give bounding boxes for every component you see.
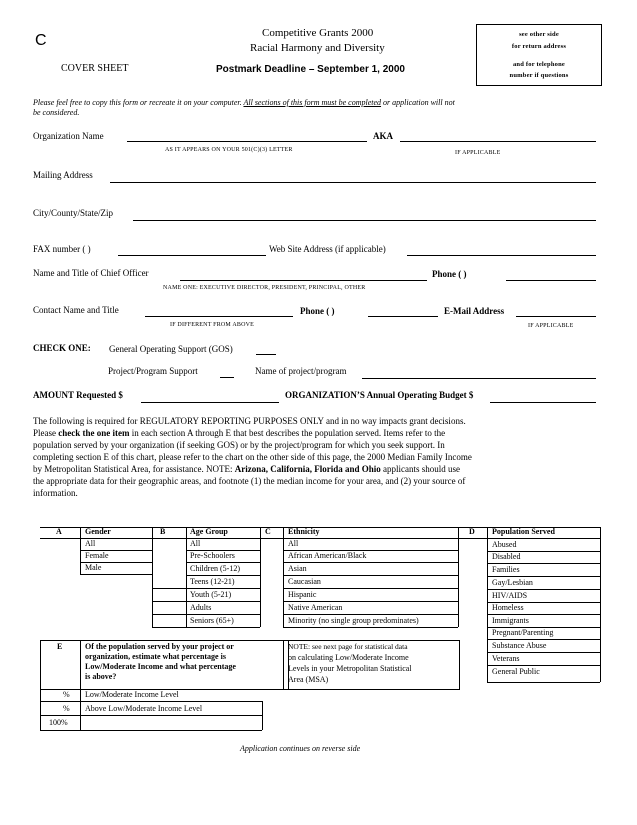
income-pct[interactable]: % bbox=[63, 704, 70, 713]
age-option[interactable]: Adults bbox=[190, 603, 212, 612]
project-support-check[interactable] bbox=[220, 368, 234, 378]
project-name-label: Name of project/program bbox=[255, 366, 347, 376]
chief-officer-input[interactable] bbox=[180, 270, 427, 281]
aka-input[interactable] bbox=[400, 131, 596, 142]
side-note-line1: see other side bbox=[519, 31, 559, 38]
section-e-question-4: is above? bbox=[85, 672, 117, 681]
ethnicity-option[interactable]: Native American bbox=[288, 603, 343, 612]
fax-input[interactable] bbox=[118, 245, 266, 256]
aka-note: IF APPLICABLE bbox=[455, 150, 501, 156]
population-option[interactable]: General Public bbox=[492, 667, 540, 676]
section-c-header: Ethnicity bbox=[288, 527, 320, 536]
form-title-line1: Competitive Grants 2000 bbox=[262, 27, 374, 39]
phone1-label: Phone ( ) bbox=[432, 269, 467, 279]
org-name-note: AS IT APPEARS ON YOUR 501(C)(3) LETTER bbox=[165, 147, 293, 153]
ethnicity-option[interactable]: African American/Black bbox=[288, 551, 367, 560]
population-option[interactable]: Veterans bbox=[492, 654, 520, 663]
amount-input[interactable] bbox=[141, 392, 279, 403]
population-option[interactable]: Families bbox=[492, 565, 520, 574]
section-e-note-2: on calculating Low/Moderate Income bbox=[288, 653, 409, 662]
population-option[interactable]: Abused bbox=[492, 540, 517, 549]
mailing-address-label: Mailing Address bbox=[33, 170, 93, 180]
website-label: Web Site Address (if applicable) bbox=[269, 244, 386, 254]
population-option[interactable]: Immigrants bbox=[492, 616, 529, 625]
mailing-address-input[interactable] bbox=[110, 172, 596, 183]
form-title-line2: Racial Harmony and Diversity bbox=[250, 42, 385, 54]
section-e-note-1: NOTE: see next page for statistical data bbox=[288, 642, 408, 651]
section-e-note-4: Area (MSA) bbox=[288, 675, 329, 684]
side-note-line3: and for telephone bbox=[512, 61, 566, 68]
section-a-header: Gender bbox=[85, 527, 111, 536]
contact-name-label: Contact Name and Title bbox=[33, 305, 119, 315]
section-d-header: Population Served bbox=[492, 527, 555, 536]
age-option[interactable]: Teens (12-21) bbox=[190, 577, 235, 586]
contact-name-input[interactable] bbox=[145, 306, 293, 317]
ethnicity-option[interactable]: All bbox=[288, 539, 299, 548]
gender-option[interactable]: Male bbox=[85, 563, 102, 572]
income-pct[interactable]: % bbox=[63, 690, 70, 699]
contact-name-note: IF DIFFERENT FROM ABOVE bbox=[170, 322, 255, 328]
section-b-letter: B bbox=[160, 527, 166, 536]
section-e-question-1: Of the population served by your project or bbox=[85, 642, 234, 651]
section-e-note-3: Levels in your Metropolitan Statistical bbox=[288, 664, 412, 673]
gos-check[interactable] bbox=[256, 345, 276, 355]
budget-label: ORGANIZATION’S Annual Operating Budget $ bbox=[285, 390, 474, 400]
aka-label: AKA bbox=[373, 131, 393, 141]
section-c-letter: C bbox=[265, 527, 271, 536]
population-option[interactable]: Substance Abuse bbox=[492, 641, 547, 650]
population-option[interactable]: Pregnant/Parenting bbox=[492, 628, 554, 637]
population-option[interactable]: Disabled bbox=[492, 552, 521, 561]
deadline-label: Postmark Deadline – September 1, 2000 bbox=[216, 64, 405, 75]
section-b-header: Age Group bbox=[190, 527, 228, 536]
population-option[interactable]: HIV/AIDS bbox=[492, 591, 528, 600]
age-option[interactable]: All bbox=[190, 539, 201, 548]
org-name-label: Organization Name bbox=[33, 131, 104, 141]
chief-officer-label: Name and Title of Chief Officer bbox=[33, 268, 149, 278]
section-d-letter: D bbox=[469, 527, 475, 536]
check-one-label: CHECK ONE: bbox=[33, 343, 91, 353]
ethnicity-option[interactable]: Minority (no single group predominates) bbox=[288, 616, 419, 625]
ethnicity-option[interactable]: Asian bbox=[288, 564, 307, 573]
section-e-letter: E bbox=[57, 642, 63, 651]
intro-line1: Please feel free to copy this form or recreate it on your computer. All sections of this form must be completed or application will not bbox=[33, 98, 455, 107]
phone1-input[interactable] bbox=[506, 270, 596, 281]
population-option[interactable]: Homeless bbox=[492, 603, 524, 612]
side-note-line2: for return address bbox=[511, 43, 567, 50]
email-input[interactable] bbox=[516, 306, 596, 317]
ethnicity-option[interactable]: Caucasian bbox=[288, 577, 321, 586]
side-note-box bbox=[476, 24, 602, 86]
age-option[interactable]: Seniors (65+) bbox=[190, 616, 234, 625]
income-total: 100% bbox=[49, 718, 68, 727]
fax-label: FAX number ( ) bbox=[33, 244, 91, 254]
gos-label: General Operating Support (GOS) bbox=[109, 344, 233, 354]
gender-option[interactable]: All bbox=[85, 539, 96, 548]
intro-line2: be considered. bbox=[33, 108, 80, 117]
org-name-input[interactable] bbox=[127, 131, 367, 142]
age-option[interactable]: Pre-Schoolers bbox=[190, 551, 235, 560]
phone2-label: Phone ( ) bbox=[300, 306, 335, 316]
form-letter: C bbox=[35, 32, 47, 49]
amount-label: AMOUNT Requested $ bbox=[33, 390, 123, 400]
gender-option[interactable]: Female bbox=[85, 551, 109, 560]
ethnicity-option[interactable]: Hispanic bbox=[288, 590, 317, 599]
project-name-input[interactable] bbox=[362, 368, 596, 379]
email-note: IF APPLICABLE bbox=[528, 323, 574, 329]
chief-officer-note: NAME ONE: EXECUTIVE DIRECTOR, PRESIDENT, PRINCIPAL, OTHER bbox=[163, 285, 366, 291]
project-support-label: Project/Program Support bbox=[108, 366, 198, 376]
phone2-input[interactable] bbox=[368, 306, 438, 317]
cover-sheet-label: COVER SHEET bbox=[61, 63, 129, 74]
budget-input[interactable] bbox=[490, 392, 596, 403]
city-input[interactable] bbox=[133, 210, 596, 221]
footer-note: Application continues on reverse side bbox=[240, 744, 361, 753]
website-input[interactable] bbox=[407, 245, 596, 256]
city-label: City/County/State/Zip bbox=[33, 208, 114, 218]
income-label: Low/Moderate Income Level bbox=[85, 690, 179, 699]
age-option[interactable]: Children (5-12) bbox=[190, 564, 240, 573]
section-e-question-3: Low/Moderate Income and what percentage bbox=[85, 662, 236, 671]
section-e-question-2: organization, estimate what percentage is bbox=[85, 652, 226, 661]
population-option[interactable]: Gay/Lesbian bbox=[492, 578, 533, 587]
email-label: E-Mail Address bbox=[444, 306, 505, 316]
income-label: Above Low/Moderate Income Level bbox=[85, 704, 203, 713]
side-note-line4: number if questions bbox=[509, 72, 569, 79]
section-a-letter: A bbox=[56, 527, 62, 536]
instructions-paragraph: The following is required for REGULATORY REPORTING PURPOSES ONLY and in no way impacts grant decisions. Please check the one item in each section A through E that best describes the population served. Items refer to the population served by your organization (if seeking GOS) or by the project/program for which you seek support. In completing section E of this chart, please refer to the chart on the other side of this page, the 2000 Median Family Income by Metropolitan Statistical Area, for assistance. NOTE: Arizona, California, Florida and Ohio applicants should use the appropriate data for their geographic areas, and footnote (1) the median income for your area, and (2) your source of information. bbox=[33, 416, 472, 498]
age-option[interactable]: Youth (5-21) bbox=[190, 590, 232, 599]
